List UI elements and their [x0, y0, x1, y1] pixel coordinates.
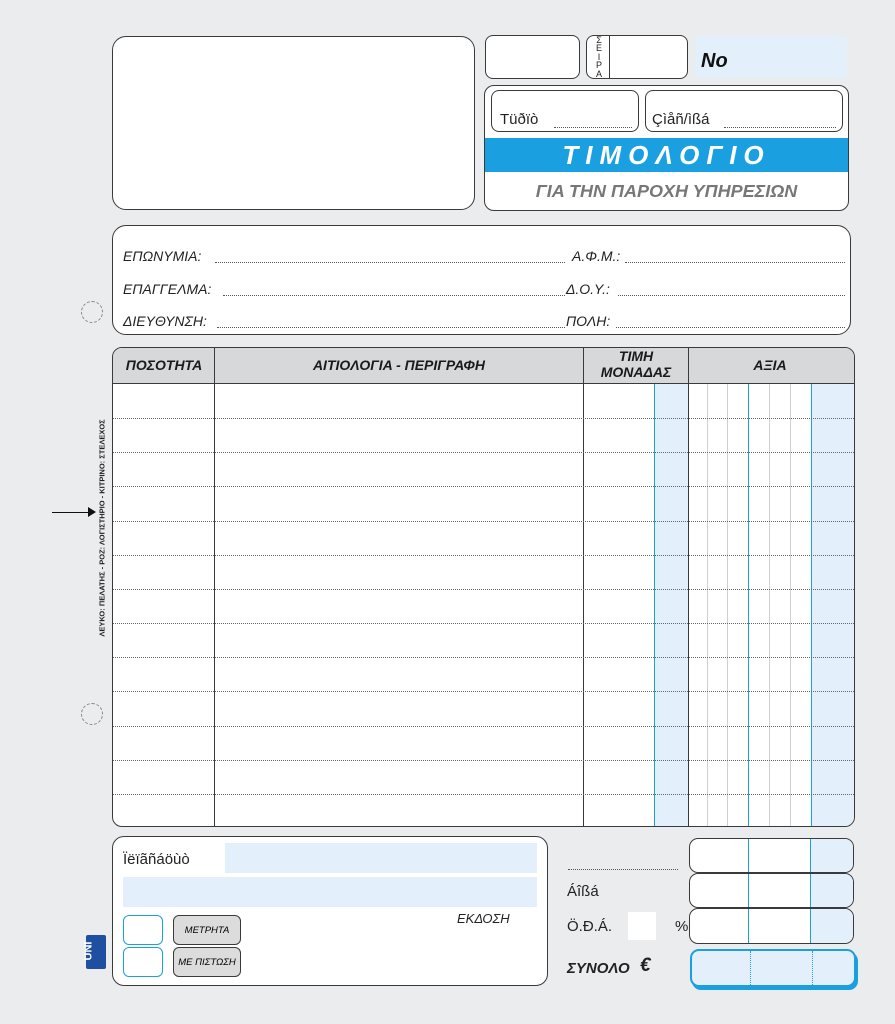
totals-dotted-line — [568, 869, 678, 870]
credit-checkbox[interactable] — [123, 947, 163, 977]
table-row[interactable] — [113, 726, 855, 727]
profession-label: ΕΠΑΓΓΕΛΜΑ: — [123, 281, 212, 297]
date-field[interactable] — [645, 90, 843, 132]
col-quantity-header: ΠΟΣΟΤΗΤΑ — [125, 357, 203, 373]
table-row[interactable] — [113, 760, 855, 761]
address-field[interactable] — [217, 327, 565, 328]
date-label: Çìåñ/ìßá — [652, 111, 710, 128]
series-divider — [609, 36, 610, 78]
remarks-label: Ïëïãñáöùò — [123, 851, 190, 868]
col-divider-1 — [214, 348, 215, 827]
vat-label: Ö.Ð.Á. — [567, 918, 613, 935]
subtotal-field[interactable] — [689, 838, 854, 873]
brand-logo — [82, 935, 106, 969]
name-label: ΕΠΩΝΥΜΙΑ: — [123, 248, 202, 264]
credit-option[interactable] — [173, 947, 241, 977]
table-row[interactable] — [113, 657, 855, 658]
items-table — [112, 347, 855, 827]
type-field[interactable] — [491, 90, 639, 132]
total-field[interactable] — [690, 949, 856, 987]
series-field[interactable] — [485, 35, 580, 79]
vat-field[interactable] — [689, 908, 854, 944]
series-label-box — [586, 35, 688, 79]
title-banner — [485, 138, 848, 172]
series-vertical-text: Σ Ε Ι Ρ Α — [595, 35, 602, 79]
percent-sign: % — [675, 918, 689, 935]
sum-label: Áîßá — [567, 883, 599, 900]
col-description-header: ΑΙΤΙΟΛΟΓΙΑ - ΠΕΡΙΓΡΑΦΗ — [312, 357, 486, 373]
cash-label: ΜΕΤΡΗΤΑ — [184, 925, 230, 936]
copy-distribution-note: ΛΕΥΚΟ: ΠΕΛΑΤΗΣ - ΡΟΖ: ΛΟΓΙΣΤΗΡΙΟ - ΚΙΤΡΙΝΟ: ΣΤΕΛΕΧΟΣ — [97, 419, 107, 637]
document-subtitle: ΓΙΑ ΤΗΝ ΠΑΡΟΧΗ ΥΠΗΡΕΣΙΩΝ — [535, 181, 798, 201]
title-block — [484, 85, 849, 211]
doy-field[interactable] — [618, 295, 845, 296]
table-row[interactable] — [113, 794, 855, 795]
afm-label: Α.Φ.Μ.: — [572, 248, 621, 264]
credit-label: ΜΕ ΠΙΣΤΩΣΗ — [178, 957, 236, 968]
col-unitprice-header: ΤΙΜΗ ΜΟΝΑΔΑΣ — [600, 348, 672, 380]
address-label: ΔΙΕΥΘΥΝΣΗ: — [123, 313, 207, 329]
remarks-field-2[interactable] — [123, 877, 537, 907]
remarks-box — [112, 836, 548, 986]
table-row[interactable] — [113, 555, 855, 556]
customer-box — [112, 225, 851, 335]
issuer-box[interactable] — [112, 36, 475, 210]
col-divider-2 — [583, 348, 584, 827]
number-label: No — [701, 50, 728, 72]
cash-option[interactable] — [173, 915, 241, 945]
profession-field[interactable] — [223, 295, 565, 296]
afm-field[interactable] — [625, 262, 845, 263]
euro-sign: € — [640, 955, 651, 976]
punch-hole-top — [81, 301, 103, 323]
vat-rate-field[interactable] — [628, 912, 656, 940]
table-row[interactable] — [113, 452, 855, 453]
issue-label: ΕΚΔΟΣΗ — [457, 911, 510, 926]
cash-checkbox[interactable] — [123, 915, 163, 945]
table-row[interactable] — [113, 691, 855, 692]
col-divider-3 — [688, 348, 689, 827]
doy-label: Δ.Ο.Υ.: — [566, 281, 610, 297]
table-row[interactable] — [113, 589, 855, 590]
table-row[interactable] — [113, 521, 855, 522]
arrow-marker — [52, 512, 90, 513]
punch-hole-bottom — [81, 703, 103, 725]
document-title: ΤΙΜΟΛΟΓΙΟ — [562, 140, 771, 170]
total-label: ΣΥΝΟΛΟ — [567, 960, 630, 977]
sum-field[interactable] — [689, 873, 854, 908]
city-label: ΠΟΛΗ: — [566, 313, 611, 329]
arrow-head — [88, 507, 96, 517]
col-value-header: ΑΞΙΑ — [753, 357, 787, 373]
name-field[interactable] — [215, 262, 565, 263]
city-field[interactable] — [616, 327, 845, 328]
table-row[interactable] — [113, 486, 855, 487]
number-field[interactable] — [695, 36, 847, 78]
remarks-field-1[interactable] — [225, 843, 537, 873]
brand-text: UNI — [82, 941, 95, 961]
type-label: Tüðïò — [500, 111, 539, 128]
table-row[interactable] — [113, 418, 855, 419]
table-row[interactable] — [113, 623, 855, 624]
